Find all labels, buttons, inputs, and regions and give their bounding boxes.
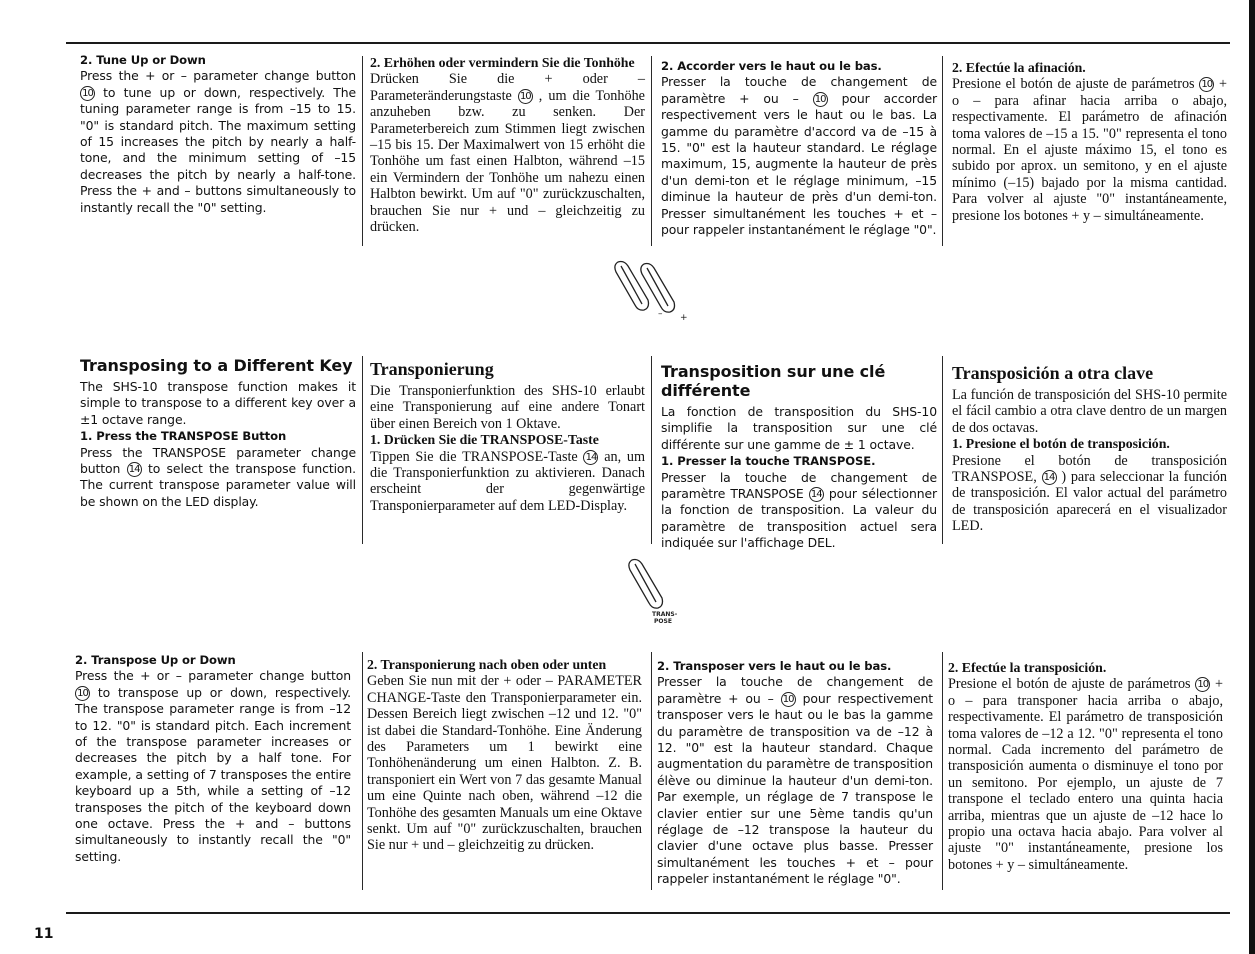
divider-top-3: [942, 56, 943, 246]
text: Press the + or – parameter change button: [75, 668, 351, 684]
subheading: 2. Tune Up or Down: [80, 53, 206, 67]
intro-paragraph: Die Transponierfunktion des SHS-10 erlaubt eine Transponierung auf eine andere Tonart über einen Bereich von 1 Oktave.: [370, 383, 645, 432]
divider-top-1: [362, 56, 363, 246]
subheading: 1. Presser la touche TRANSPOSE.: [661, 454, 876, 469]
transpose-label-line2: POSE: [654, 618, 672, 625]
text: Drücken Sie die + oder – Parameteränderungstaste: [370, 71, 645, 104]
paragraph: [948, 676, 1223, 873]
divider-top-2: [651, 56, 652, 246]
button-number-badge: 14: [583, 450, 598, 465]
divider-bot-1: [362, 652, 363, 890]
section-title: Transposition sur une clé différente: [661, 362, 886, 400]
subheading: 2. Accorder vers le haut ou le bas.: [661, 59, 882, 73]
text: to select the transpose function. The current transpose parameter value will be shown on the LED display.: [80, 461, 356, 509]
tune-section-en: [80, 52, 356, 216]
paragraph: [75, 668, 351, 865]
text: pour accorder respectivement vers le haut ou le bas. La gamme du paramètre d'accord va de –15 à 15. "0" est la hauteur standard. Le réglage maximum, 15, augmente la hauteur de près d'un demi-ton et le réglage minimum, –15 diminue la hauteur de près d'un demi-ton. Presser simultanément les touches + et – pour rappeler instantanément le réglage "0".: [661, 90, 937, 238]
top-rule: [66, 42, 1230, 44]
button-number-badge: 10: [75, 686, 90, 701]
transpose-section-fr: [661, 362, 937, 552]
text: Press the + or – parameter change button: [80, 68, 356, 84]
text: Press the TRANSPOSE parameter change button: [80, 444, 356, 477]
divider-bot-2: [651, 652, 652, 890]
paragraph: [661, 470, 937, 552]
paragraph: [370, 71, 645, 235]
subheading: 2. Erhöhen oder vermindern Sie die Tonhöhe: [370, 55, 635, 70]
text: Presione el botón de transposición TRANSPOSE,: [952, 452, 1227, 486]
tune-section-de: [370, 55, 645, 235]
minus-button-icon: [615, 262, 649, 311]
text: + o – para afinar hacia arriba o abajo, respectivamente. El parámetro de afinación toma valores de –15 a 15. "0" representa el tono normal. En el ajuste máximo 15, el tono es subido por aprox. un semitono, y en el ajuste mínimo (–15) bajado por la misma cantidad. Para volver al ajuste "0" instantáneamente, presione los botones + y – simultáneamente.: [952, 76, 1227, 224]
tune-section-es: [952, 60, 1227, 224]
paragraph: Geben Sie nun mit der + oder – PARAMETER CHANGE-Taste den Transponierparameter ein. Dessen Bereich liegt zwischen –12 und 12. "0" ist dabei die Standard-Tonhöhe. Eine Änderung des Parameters um 1 bewirkt eine Tonhöhenänderung um einen Halbton. Z. B. transponiert ein Wert von 7 das gesamte Manual um eine Quinte nach oben, während –12 die Tonhöhe des gesamten Manuals um eine Oktave senkt. Um auf "0" zurückzuschalten, brauchen Sie nur + und – gleichzeitig zu drücken.: [367, 673, 642, 854]
paragraph: [80, 445, 356, 511]
transpose-label-line1: TRANS-: [652, 611, 678, 618]
text: Presser la touche de changement de paramètre + ou –: [661, 74, 937, 106]
plus-button-icon: [641, 264, 675, 313]
text: to transpose up or down, respectively. The transpose parameter range is from –12 to 12. "0" is standard pitch. Each increment of the transpose parameter increases or decreases the pitch by a half tone. For example, a setting of 7 transposes the entire keyboard up a 5th, while a setting of –12 transposes the pitch of the keyboard down one octave. Press the + and – buttons simultaneously to instantly recall the "0" setting.: [75, 684, 351, 864]
button-number-badge: 10: [1195, 677, 1210, 692]
plus-minus-buttons-illustration: [608, 258, 698, 328]
text: pour sélectionner la fonction de transposition. La valeur du paramètre de transposition actuel sera indiquée sur l'affichage DEL.: [661, 486, 937, 551]
transpose-button-illustration: [620, 556, 680, 626]
subheading: 1. Presione el botón de transposición.: [952, 436, 1170, 452]
intro-paragraph: La función de transposición del SHS-10 permite el fácil cambio a otra clave dentro de un margen de dos octavas.: [952, 387, 1227, 436]
transpose-updown-section-es: [948, 660, 1223, 873]
button-number-badge: 10: [80, 86, 95, 101]
subheading: 2. Transpose Up or Down: [75, 653, 236, 667]
paragraph: [370, 449, 645, 515]
subheading: 2. Efectúe la transposición.: [948, 660, 1107, 675]
text: pour respectivement transposer vers le haut ou le bas la gamme du paramètre de transposition va de –12 à 12. "0" est la hauteur standard. Chaque augmentation du paramètre de transposition élève ou diminue la hauteur d'un demi-ton. Par exemple, un réglage de 7 transpose le clavier entier sur une 5ème tandis qu'un réglage de –12 transpose la hauteur du clavier d'une octave plus basse. Presser simultanément les touches + et – pour rappeler instantanément le réglage "0".: [657, 690, 933, 887]
transpose-updown-section-fr: [657, 658, 933, 888]
paragraph: [952, 76, 1227, 224]
tune-section-fr: [661, 58, 937, 238]
subheading: 1. Drücken Sie die TRANSPOSE-Taste: [370, 432, 599, 448]
subheading: 1. Press the TRANSPOSE Button: [80, 429, 287, 444]
page-number: 11: [34, 926, 54, 942]
section-title: Transposing to a Different Key: [80, 356, 353, 375]
divider-mid-2: [651, 356, 652, 544]
text: Presione el botón de ajuste de parámetros: [952, 76, 1200, 93]
intro-paragraph: The SHS-10 transpose function makes it simple to transpose to a different key over a ±1 octave range.: [80, 379, 356, 427]
button-number-badge: 14: [809, 487, 824, 502]
paragraph: [80, 68, 356, 216]
divider-bot-3: [942, 652, 943, 890]
section-title: Transponierung: [370, 359, 494, 379]
button-number-badge: 14: [1042, 470, 1057, 485]
minus-label: –: [658, 309, 663, 319]
subheading: 2. Efectúe la afinación.: [952, 60, 1086, 75]
section-title: Transposición a otra clave: [952, 363, 1154, 383]
text: ) para seleccionar la función de transposición. El valor actual del parámetro de transposición aparecerá en el visualizador LED.: [952, 469, 1227, 535]
text: + o – para transponer hacia arriba o abajo, respectivamente. El parámetro de transposición toma valores de –12 a 12. "0" representa el tono normal. Cada incremento del parámetro de transposición aumenta o disminuye el tono por un semitono. Por ejemplo, un ajuste de 7 transpone el teclado entero una quinta hacia arriba, mientras que un ajuste de –12 hace lo propio una octava hacia abajo. Para volver al ajuste "0" instantáneamente, presione los botones + y – simultáneamente.: [948, 676, 1223, 873]
button-number-badge: 14: [127, 462, 142, 477]
button-number-badge: 10: [781, 692, 796, 707]
paragraph: [952, 453, 1227, 535]
text: Presser la touche de changement de paramètre + ou –: [657, 674, 933, 706]
button-number-badge: 10: [518, 89, 533, 104]
plus-label: +: [680, 313, 688, 323]
paragraph: [661, 74, 937, 238]
text: to tune up or down, respectively. The tuning parameter range is from –15 to 15. "0" is standard pitch. The maximum setting of 15 increases the pitch by nearly a half-tone, and the minimum setting of –15 decreases the pitch by nearly a half-tone. Press the + and – buttons simultaneously to instantly recall the "0" setting.: [80, 84, 356, 215]
transpose-button-icon: [629, 560, 663, 609]
text: Presser la touche de changement de paramètre TRANSPOSE: [661, 469, 937, 502]
intro-paragraph: La fonction de transposition du SHS-10 simplifie la transposition sur une clé différente sur une gamme de ± 1 octave.: [661, 404, 937, 452]
transpose-updown-section-de: [367, 657, 642, 854]
transpose-section-es: [952, 364, 1227, 535]
page-edge-mark: [1249, 0, 1255, 954]
text: Presione el botón de ajuste de parámetros: [948, 676, 1196, 693]
button-number-badge: 10: [813, 92, 828, 107]
text: , um die Tonhöhe anzuheben bzw. zu senken. Der Parameterbereich zum Stimmen liegt zwischen –15 bis 15. Der Maximalwert von 15 erhöht die Tonhöhe um fast einen Halbton, während –15 ein Vermindern der Tonhöhe um nahezu einen Halbton bewirkt. Um auf "0" zurückzuschalten, brauchen Sie nur + und – gleichzeitig zu drücken.: [370, 87, 645, 236]
divider-mid-1: [362, 356, 363, 544]
divider-mid-3: [942, 356, 943, 544]
text: an, um die Transponierfunktion zu aktivieren. Danach erscheint der gegenwärtige Transponierparameter auf dem LED-Display.: [370, 448, 645, 514]
subheading: 2. Transponierung nach oben oder unten: [367, 657, 607, 672]
bottom-rule: [66, 912, 1230, 914]
transpose-section-en: [80, 356, 356, 510]
paragraph: [657, 674, 933, 887]
subheading: 2. Transposer vers le haut ou le bas.: [657, 659, 892, 673]
transpose-section-de: [370, 360, 645, 514]
text: Tippen Sie die TRANSPOSE-Taste: [370, 448, 584, 465]
transpose-updown-section-en: [75, 652, 351, 865]
button-number-badge: 10: [1199, 77, 1214, 92]
